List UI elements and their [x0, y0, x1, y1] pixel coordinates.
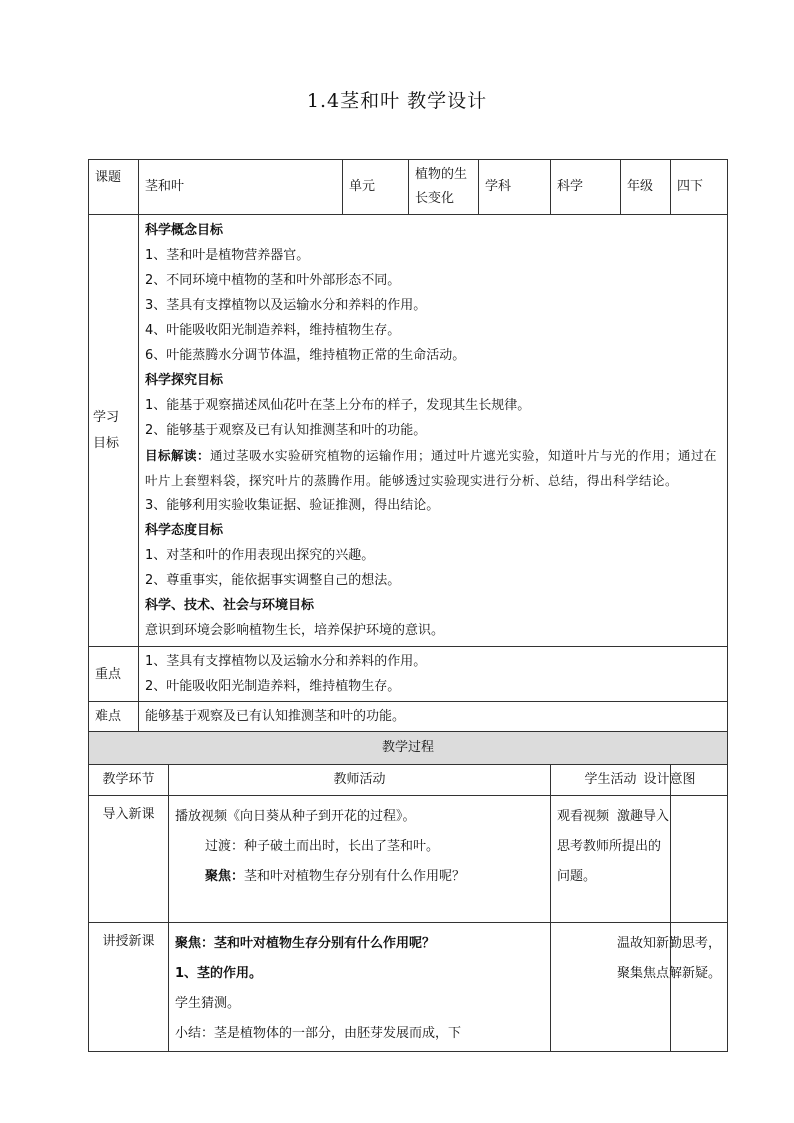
col-teacher-header: 教师活动 [169, 765, 551, 796]
grade-value: 四下 [671, 160, 728, 215]
unit-label: 单元 [343, 160, 409, 215]
process-title: 教学过程 [89, 732, 728, 765]
teacher-focus [175, 862, 544, 892]
intent-text: 激趣导入 [617, 809, 670, 824]
intent-text: 温故知新勤思考，聚集焦点解新疑。 [617, 936, 722, 981]
goal-interpretation [145, 443, 721, 493]
col-intent-header-text: 设计意图 [643, 772, 696, 787]
concept-item: 3、茎具有支撑植物以及运输水分和养料的作用。 [145, 298, 427, 313]
concept-item: 4、叶能吸收阳光制造养料，维持植物生存。 [145, 323, 401, 338]
attitude-item: 1、对茎和叶的作用表现出探究的兴趣。 [145, 548, 375, 563]
student-line: 思考教师所提出的问题。 [557, 839, 662, 884]
sts-text: 意识到环境会影响植物生长，培养保护环境的意识。 [145, 623, 445, 638]
teacher-activity-cell [169, 923, 551, 1052]
difficulty-row [89, 702, 728, 732]
teacher-line: 学生猜测。 [175, 996, 241, 1011]
teacher-activity-cell [169, 796, 551, 923]
subject-value: 科学 [551, 160, 621, 215]
course-value: 茎和叶 [139, 160, 343, 215]
objectives-label-text: 学习目标 [93, 409, 120, 451]
attitude-item: 2、尊重事实，能依据事实调整自己的想法。 [145, 573, 401, 588]
key-points-content [139, 647, 728, 702]
key-points-row [89, 647, 728, 702]
objectives-content [139, 215, 728, 647]
process-title-row [89, 732, 728, 765]
objectives-row [89, 215, 728, 647]
teacher-line: 小结：茎是植物体的一部分，由胚芽发展而成，下 [175, 1026, 462, 1041]
goal-interpretation-text: 通过茎吸水实验研究植物的运输作用；通过叶片遮光实验，知道叶片与光的作用；通过在叶片上套塑料袋，探究叶片的蒸腾作用。能够透过实验现实进行分析、总结，得出科学结论。 [145, 448, 718, 488]
key-point-item: 1、茎具有支撑植物以及运输水分和养料的作用。 [145, 654, 427, 669]
student-line: 观看视频 [557, 809, 610, 824]
difficulty-text: 能够基于观察及已有认知推测茎和叶的功能。 [139, 702, 728, 732]
teacher-subtitle: 1、茎的作用。 [175, 966, 263, 981]
teacher-line: 过渡：种子破土而出时，长出了茎和叶。 [205, 839, 440, 854]
inquiry-goal-title: 科学探究目标 [145, 373, 224, 388]
header-row [89, 160, 728, 215]
col-student-header: 学生活动 [551, 765, 671, 796]
key-points-label: 重点 [89, 647, 139, 702]
inquiry-item: 3、能够利用实验收集证据、验证推测，得出结论。 [145, 498, 440, 513]
key-point-item: 2、叶能吸收阳光制造养料，维持植物生存。 [145, 679, 401, 694]
focus-text: 茎和叶对植物生存分别有什么作用呢？ [244, 869, 466, 884]
grade-label: 年级 [621, 160, 671, 215]
stage-cell: 讲授新课 [89, 923, 169, 1052]
stage-cell: 导入新课 [89, 796, 169, 923]
concept-item: 1、茎和叶是植物营养器官。 [145, 248, 310, 263]
inquiry-item: 2、能够基于观察及已有认知推测茎和叶的功能。 [145, 423, 427, 438]
intent-cell [617, 796, 728, 923]
unit-value: 植物的生长变化 [409, 160, 479, 215]
col-stage-header: 教学环节 [89, 765, 169, 796]
course-label: 课题 [89, 160, 139, 215]
teacher-line: 播放视频《向日葵从种子到开花的过程》。 [175, 809, 416, 824]
difficulty-label: 难点 [89, 702, 139, 732]
concept-item: 6、叶能蒸腾水分调节体温，维持植物正常的生命活动。 [145, 348, 466, 363]
process-row [89, 923, 728, 1052]
col-intent-header [643, 765, 728, 796]
process-row [89, 796, 728, 923]
concept-item: 2、不同环境中植物的茎和叶外部形态不同。 [145, 273, 401, 288]
lesson-plan-table [88, 159, 728, 1052]
focus-label: 聚焦： [205, 869, 245, 884]
process-column-headers [89, 765, 728, 796]
attitude-goal-title: 科学态度目标 [145, 523, 224, 538]
sts-goal-title: 科学、技术、社会与环境目标 [145, 598, 315, 613]
inquiry-item: 1、能基于观察描述凤仙花叶在茎上分布的样子，发现其生长规律。 [145, 398, 531, 413]
document-title: 1.4茎和叶 教学设计 [306, 90, 488, 112]
subject-label: 学科 [479, 160, 551, 215]
intent-cell [617, 923, 728, 1052]
objectives-label [89, 215, 139, 647]
goal-interpretation-title: 目标解读： [145, 448, 211, 463]
concept-goal-title: 科学概念目标 [145, 223, 224, 238]
teacher-focus: 聚焦：茎和叶对植物生存分别有什么作用呢？ [175, 936, 436, 951]
